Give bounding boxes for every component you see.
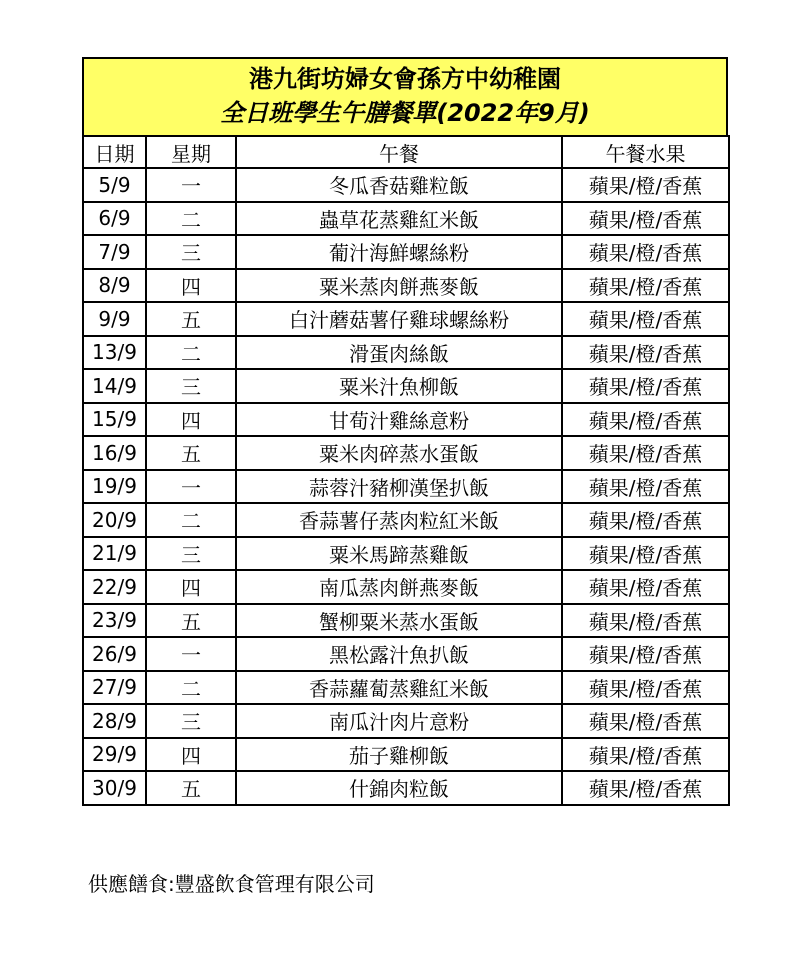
table-row <box>83 436 729 470</box>
cell-weekday: 一 <box>146 470 236 504</box>
cell-weekday: 一 <box>146 637 236 671</box>
cell-date: 15/9 <box>83 403 146 437</box>
cell-lunch: 茄子雞柳飯 <box>236 738 562 772</box>
cell-lunch: 冬瓜香菇雞粒飯 <box>236 168 562 202</box>
table-row <box>83 403 729 437</box>
table-row <box>83 269 729 303</box>
cell-date: 14/9 <box>83 369 146 403</box>
cell-date: 21/9 <box>83 537 146 571</box>
cell-fruit: 蘋果/橙/香蕉 <box>562 470 729 504</box>
table-row <box>83 503 729 537</box>
cell-lunch: 甘荀汁雞絲意粉 <box>236 403 562 437</box>
cell-date: 7/9 <box>83 235 146 269</box>
cell-weekday: 五 <box>146 302 236 336</box>
table-row <box>83 637 729 671</box>
cell-weekday: 一 <box>146 168 236 202</box>
cell-fruit: 蘋果/橙/香蕉 <box>562 269 729 303</box>
cell-fruit: 蘋果/橙/香蕉 <box>562 436 729 470</box>
cell-date: 8/9 <box>83 269 146 303</box>
supplier-note: 供應饍食:豐盛飲食管理有限公司 <box>88 872 375 896</box>
cell-lunch: 南瓜汁肉片意粉 <box>236 704 562 738</box>
cell-lunch: 粟米肉碎蒸水蛋飯 <box>236 436 562 470</box>
table-row <box>83 369 729 403</box>
cell-date: 16/9 <box>83 436 146 470</box>
cell-fruit: 蘋果/橙/香蕉 <box>562 637 729 671</box>
cell-weekday: 二 <box>146 503 236 537</box>
school-name: 港九街坊婦女會孫方中幼稚園 <box>249 65 561 93</box>
cell-weekday: 五 <box>146 771 236 805</box>
cell-weekday: 四 <box>146 738 236 772</box>
cell-lunch: 蟹柳粟米蒸水蛋飯 <box>236 604 562 638</box>
table-row <box>83 470 729 504</box>
cell-date: 9/9 <box>83 302 146 336</box>
cell-fruit: 蘋果/橙/香蕉 <box>562 771 729 805</box>
cell-date: 23/9 <box>83 604 146 638</box>
table-row <box>83 671 729 705</box>
cell-fruit: 蘋果/橙/香蕉 <box>562 336 729 370</box>
cell-lunch: 滑蛋肉絲飯 <box>236 336 562 370</box>
cell-lunch: 南瓜蒸肉餅燕麥飯 <box>236 570 562 604</box>
cell-weekday: 二 <box>146 336 236 370</box>
menu-body <box>83 168 729 805</box>
cell-lunch: 蒜蓉汁豬柳漢堡扒飯 <box>236 470 562 504</box>
cell-date: 30/9 <box>83 771 146 805</box>
cell-lunch: 粟米汁魚柳飯 <box>236 369 562 403</box>
cell-lunch: 香蒜蘿蔔蒸雞紅米飯 <box>236 671 562 705</box>
cell-fruit: 蘋果/橙/香蕉 <box>562 704 729 738</box>
cell-date: 22/9 <box>83 570 146 604</box>
cell-fruit: 蘋果/橙/香蕉 <box>562 604 729 638</box>
cell-date: 13/9 <box>83 336 146 370</box>
cell-weekday: 四 <box>146 403 236 437</box>
column-header-fruit: 午餐水果 <box>562 136 729 168</box>
cell-fruit: 蘋果/橙/香蕉 <box>562 570 729 604</box>
cell-lunch: 什錦肉粒飯 <box>236 771 562 805</box>
cell-weekday: 二 <box>146 671 236 705</box>
cell-lunch: 蟲草花蒸雞紅米飯 <box>236 202 562 236</box>
cell-fruit: 蘋果/橙/香蕉 <box>562 369 729 403</box>
column-header-lunch: 午餐 <box>236 136 562 168</box>
cell-date: 26/9 <box>83 637 146 671</box>
menu-sheet <box>82 57 728 806</box>
cell-lunch: 粟米蒸肉餅燕麥飯 <box>236 269 562 303</box>
cell-date: 29/9 <box>83 738 146 772</box>
cell-date: 5/9 <box>83 168 146 202</box>
cell-fruit: 蘋果/橙/香蕉 <box>562 403 729 437</box>
table-row <box>83 570 729 604</box>
table-row <box>83 235 729 269</box>
cell-fruit: 蘋果/橙/香蕉 <box>562 537 729 571</box>
cell-date: 19/9 <box>83 470 146 504</box>
cell-lunch: 黑松露汁魚扒飯 <box>236 637 562 671</box>
cell-fruit: 蘋果/橙/香蕉 <box>562 168 729 202</box>
cell-weekday: 三 <box>146 704 236 738</box>
table-row <box>83 771 729 805</box>
table-row <box>83 738 729 772</box>
column-header-date: 日期 <box>83 136 146 168</box>
cell-weekday: 四 <box>146 570 236 604</box>
cell-lunch: 葡汁海鮮螺絲粉 <box>236 235 562 269</box>
cell-fruit: 蘋果/橙/香蕉 <box>562 302 729 336</box>
table-row <box>83 704 729 738</box>
cell-fruit: 蘋果/橙/香蕉 <box>562 738 729 772</box>
cell-weekday: 三 <box>146 537 236 571</box>
table-row <box>83 168 729 202</box>
cell-lunch: 香蒜薯仔蒸肉粒紅米飯 <box>236 503 562 537</box>
cell-fruit: 蘋果/橙/香蕉 <box>562 202 729 236</box>
cell-lunch: 白汁蘑菇薯仔雞球螺絲粉 <box>236 302 562 336</box>
table-row <box>83 604 729 638</box>
menu-title: 全日班學生午膳餐單(2022年9月) <box>220 99 590 127</box>
table-row <box>83 202 729 236</box>
cell-weekday: 五 <box>146 604 236 638</box>
lunch-menu-table <box>82 135 730 806</box>
cell-fruit: 蘋果/橙/香蕉 <box>562 503 729 537</box>
table-header-row <box>83 136 729 168</box>
cell-date: 20/9 <box>83 503 146 537</box>
cell-weekday: 四 <box>146 269 236 303</box>
menu-header <box>82 57 728 135</box>
table-row <box>83 302 729 336</box>
cell-weekday: 三 <box>146 369 236 403</box>
cell-date: 27/9 <box>83 671 146 705</box>
table-row <box>83 336 729 370</box>
cell-fruit: 蘋果/橙/香蕉 <box>562 235 729 269</box>
cell-date: 28/9 <box>83 704 146 738</box>
column-header-weekday: 星期 <box>146 136 236 168</box>
cell-weekday: 三 <box>146 235 236 269</box>
table-row <box>83 537 729 571</box>
cell-lunch: 粟米馬蹄蒸雞飯 <box>236 537 562 571</box>
cell-date: 6/9 <box>83 202 146 236</box>
cell-weekday: 二 <box>146 202 236 236</box>
cell-weekday: 五 <box>146 436 236 470</box>
cell-fruit: 蘋果/橙/香蕉 <box>562 671 729 705</box>
